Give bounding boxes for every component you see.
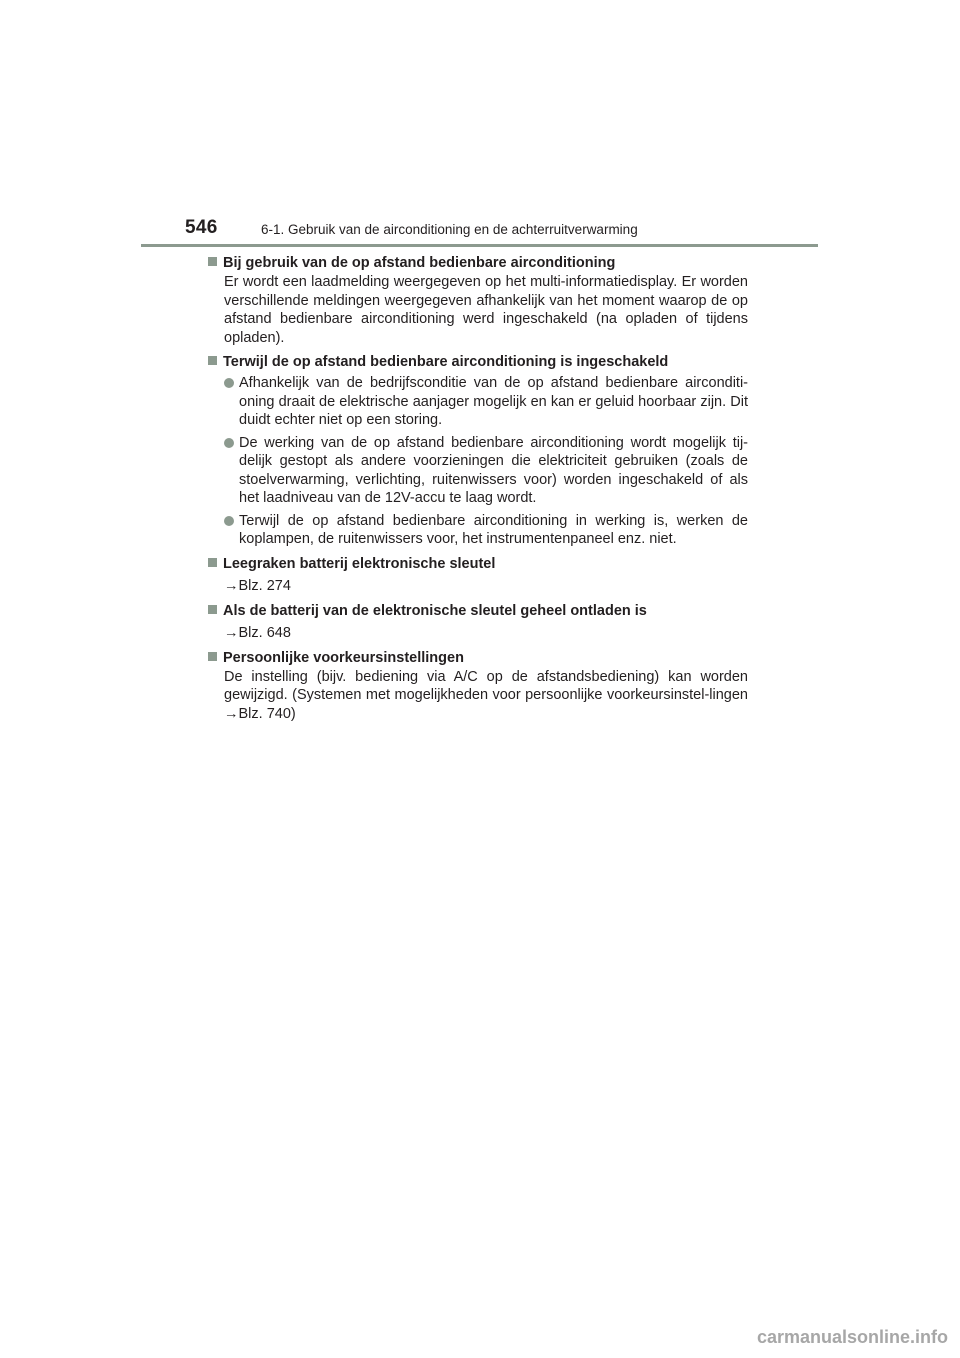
list-item [224,374,748,430]
page-content [208,254,748,729]
square-bullet-icon [208,605,217,614]
square-bullet-icon [208,356,217,365]
section-heading: Leegraken batterij elektronische sleutel [223,555,496,572]
list-item [224,512,748,549]
section-heading: Terwijl de op afstand bedienbare airconditioning is ingeschakeld [223,354,669,370]
page-number: 546 [185,217,218,238]
section-text: De instelling (bijv. bediening via A/C op de afstandsbediening) kan worden gewijzigd. (Systemen met mogelijkheden voor persoonlijke voorkeursinstel-lingen →Blz. 740) [224,668,748,722]
list-item [224,434,748,508]
watermark: carmanualsonline.info [756,1327,948,1347]
page-reference: →Blz. 648 [224,624,291,641]
section-heading: Persoonlijke voorkeursinstellingen [223,649,464,666]
section-remote-ac-use [208,254,748,347]
square-bullet-icon [208,652,217,661]
section-remote-ac-active [208,353,748,549]
header-divider [141,244,818,247]
list-item-text: De werking van de op afstand bedienbare airconditioning wordt mogelijk tij-delijk gestopt als andere voorzieningen die elektriciteit gebruiken (zoals de stoelverwarming, verlichting, ruitenwissers voor) worden ingeschakeld of als het laadniveau van de 12V-accu te laag wordt. [239,434,748,506]
chapter-title: 6-1. Gebruik van de airconditioning en de achterruitverwarming [261,222,638,237]
square-bullet-icon [208,257,217,266]
circle-bullet-icon [224,438,234,448]
page-reference: →Blz. 274 [224,577,291,594]
circle-bullet-icon [224,516,234,526]
section-key-battery-depleted [208,602,748,643]
circle-bullet-icon [224,378,234,388]
square-bullet-icon [208,558,217,567]
list-item-text: Afhankelijk van de bedrijfsconditie van de op afstand bedienbare airconditi-oning draait de elektrische aanjager mogelijk en kan er geluid hoorbaar zijn. Dit duidt echter niet op een storing. [239,375,748,428]
section-heading: Als de batterij van de elektronische sleutel geheel ontladen is [223,602,647,619]
section-personal-settings [208,649,748,724]
list-item-text: Terwijl de op afstand bedienbare airconditioning in werking is, werken de koplampen, de ruitenwissers voor, het instrumentenpaneel enz. niet. [239,512,748,547]
section-text: Er wordt een laadmelding weergegeven op het multi-informatiedisplay. Er worden verschillende meldingen weergegeven afhankelijk van het moment waarop de op afstand bedienbare airconditioning werd ingeschakeld (na opladen of tijdens opladen). [224,274,748,346]
section-key-battery-drain [208,555,748,596]
section-heading: Bij gebruik van de op afstand bedienbare airconditioning [223,255,616,271]
